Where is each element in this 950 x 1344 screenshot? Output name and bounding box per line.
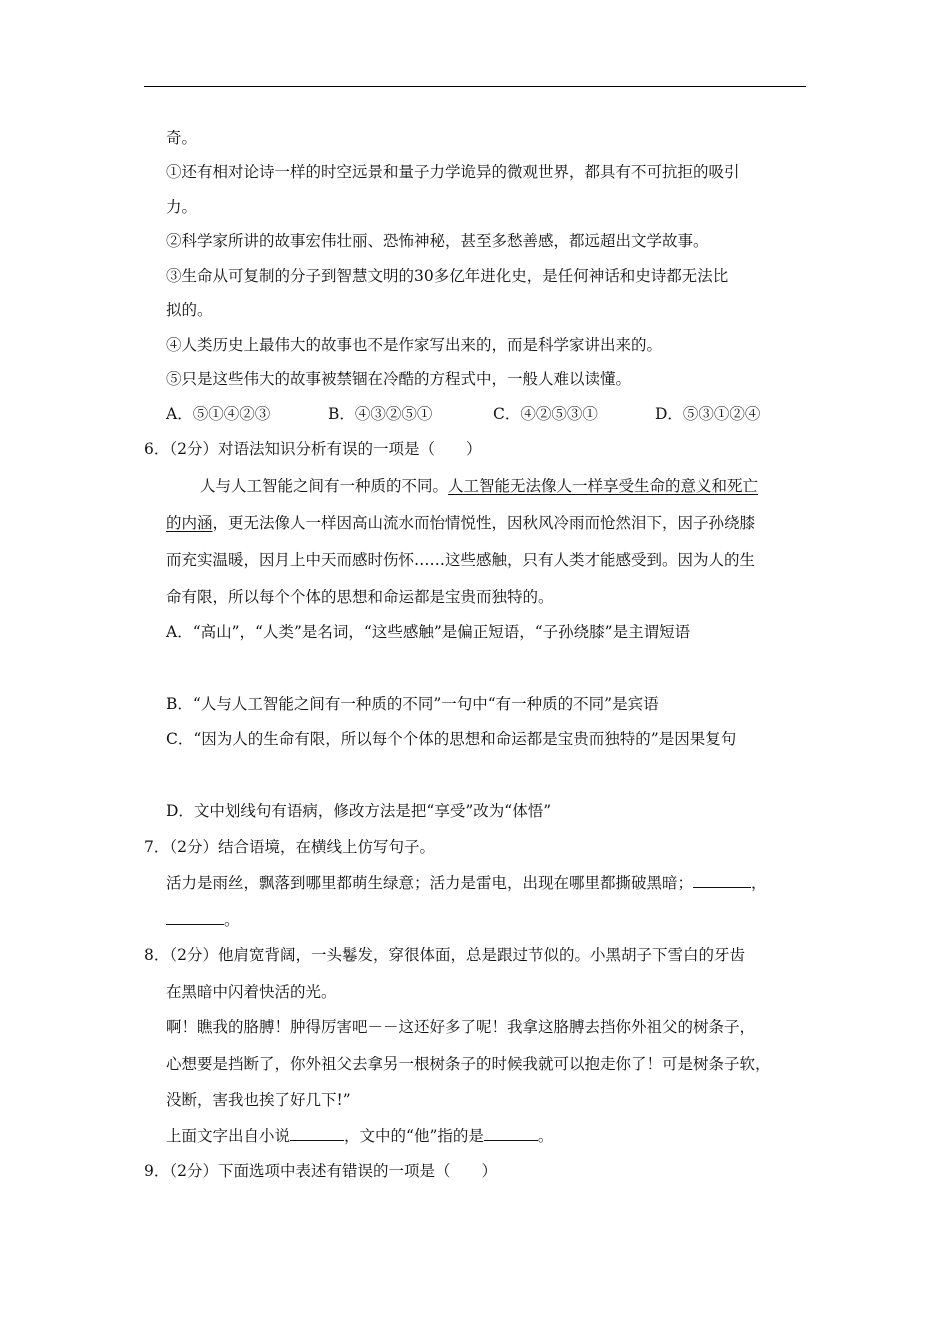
q5-sentence-1b: 力。 bbox=[166, 198, 198, 216]
q7-stem: 7．（2分）结合语境，在横线上仿写句子。 bbox=[144, 838, 435, 856]
q6-option-c[interactable]: C．“因为人的生命有限，所以每个个体的思想和命运都是宝贵而独特的”是因果复句 bbox=[166, 730, 737, 748]
q5-option-b[interactable]: B．④③②⑤① bbox=[328, 405, 433, 423]
q7-prompt-line bbox=[166, 873, 767, 893]
q5-option-d[interactable]: D．⑤③①②④ bbox=[655, 405, 761, 423]
q8-question-line bbox=[166, 1126, 553, 1146]
q5-line-qi: 奇。 bbox=[166, 129, 198, 147]
q7-prompt-text: 活力是雨丝，飘落到哪里都萌生绿意；活力是雷电，出现在哪里都撕破黑暗； bbox=[166, 874, 694, 892]
q5-sentence-3a: ③生命从可复制的分子到智慧文明的30多亿年进化史，是任何神话和史诗都无法比 bbox=[166, 267, 729, 285]
q5-sentence-4: ④人类历史上最伟大的故事也不是作家写出来的，而是科学家讲出来的。 bbox=[166, 336, 663, 354]
q7-answer-blank-2[interactable] bbox=[166, 910, 224, 925]
q5-sentence-2: ②科学家所讲的故事宏伟壮丽、恐怖神秘，甚至多愁善感，都远超出文学故事。 bbox=[166, 232, 709, 250]
q8-quote-line-1: 啊！瞧我的胳膊！肿得厉害吧－－这还好多了呢！我拿这胳膊去挡你外祖父的树条子， bbox=[166, 1018, 756, 1036]
q6-passage-line-3: 而充实温暖，因月上中天而感时伤怀……这些感触，只有人类才能感受到。因为人的生 bbox=[166, 551, 756, 569]
q5-sentence-1a: ①还有相对论诗一样的时空远景和量子力学诡异的微观世界，都具有不可抗拒的吸引 bbox=[166, 163, 740, 181]
q8-question-end: 。 bbox=[537, 1127, 554, 1145]
q6-option-b[interactable]: B．“人与人工智能之间有一种质的不同”一句中“有一种质的不同”是宾语 bbox=[166, 695, 659, 713]
q8-stem-line-2: 在黑暗中闪着快活的光。 bbox=[166, 983, 337, 1001]
q8-question-part-2: ，文中的“他”指的是 bbox=[344, 1127, 484, 1145]
q9-stem: 9．（2分）下面选项中表述有错误的一项是（ ） bbox=[144, 1162, 497, 1180]
q5-option-a[interactable]: A．⑤①④②③ bbox=[166, 405, 271, 423]
q7-answer-line-2 bbox=[166, 910, 240, 930]
q8-quote-line-3: 没断，害我也挨了好几下!” bbox=[166, 1091, 351, 1109]
q8-stem-line-1: 8．（2分）他肩宽背阔，一头鬈发，穿很体面，总是跟过节似的。小黑胡子下雪白的牙齿 bbox=[144, 946, 745, 964]
q6-passage-line-1 bbox=[200, 476, 758, 496]
q8-question-part-1: 上面文字出自小说 bbox=[166, 1127, 291, 1145]
q6-underlined-sentence-a: 人工智能无法像人一样享受生命的意义和死亡 bbox=[448, 477, 759, 495]
q7-end-mark: 。 bbox=[224, 911, 240, 929]
q6-passage-plain-1: 人与人工智能之间有一种质的不同。 bbox=[200, 477, 449, 495]
q6-passage-line-2 bbox=[166, 513, 755, 533]
q5-option-c[interactable]: C．④②⑤③① bbox=[493, 405, 598, 423]
q8-person-blank[interactable] bbox=[484, 1126, 538, 1141]
q5-sentence-3b: 拟的。 bbox=[166, 301, 213, 319]
q7-answer-blank-1[interactable] bbox=[693, 873, 751, 888]
q8-novel-blank[interactable] bbox=[290, 1126, 344, 1141]
q6-option-d[interactable]: D．文中划线句有语病，修改方法是把“享受”改为“体悟” bbox=[166, 802, 552, 820]
q7-separator: ， bbox=[751, 874, 767, 892]
q6-stem: 6．（2分）对语法知识分析有误的一项是（ ） bbox=[144, 440, 482, 458]
q6-underlined-sentence-b: 的内涵 bbox=[166, 514, 213, 532]
q6-passage-line-4: 命有限，所以每个个体的思想和命运都是宝贵而独特的。 bbox=[166, 588, 554, 606]
q5-sentence-5: ⑤只是这些伟大的故事被禁锢在冷酷的方程式中，一般人难以读懂。 bbox=[166, 370, 632, 388]
q6-option-a[interactable]: A．“高山”，“人类”是名词，“这些感触”是偏正短语，“子孙绕膝”是主谓短语 bbox=[166, 623, 691, 641]
q8-quote-line-2: 心想要是挡断了，你外祖父去拿另一根树条子的时候我就可以抱走你了！可是树条子软， bbox=[166, 1055, 771, 1073]
q6-passage-plain-2: ，更无法像人一样因高山流水而怡情悦性，因秋风冷雨而怆然泪下，因子孙绕膝 bbox=[212, 514, 756, 532]
header-rule bbox=[144, 86, 806, 87]
